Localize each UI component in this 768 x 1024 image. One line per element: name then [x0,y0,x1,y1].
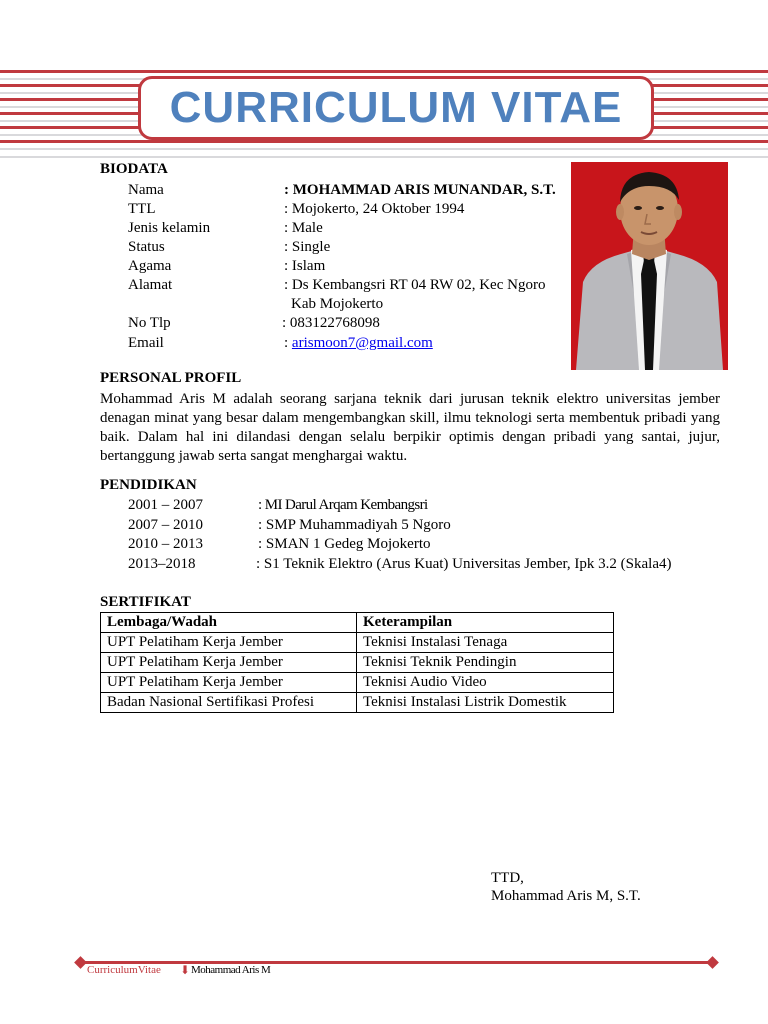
footer-line [80,961,712,964]
signature-ttd: TTD, [491,870,524,886]
sertifikat-table [100,612,614,713]
table-cell: UPT Pelatiham Kerja Jember [101,653,357,673]
table-cell: Teknisi Instalasi Listrik Domestik [357,693,614,713]
table-header-cell: Keterampilan [357,613,614,633]
biodata-label: Jenis kelamin [128,220,211,236]
table-cell: Teknisi Teknik Pendingin [357,653,614,673]
education-years: 2010 – 2013 [128,536,203,552]
biodata-label: No Tlp [128,315,171,331]
education-years: 2001 – 2007 [128,497,203,513]
biodata-label: Agama [128,258,172,274]
table-header-cell: Lembaga/Wadah [101,613,357,633]
footer-right-text: Mohammad Aris M [191,964,271,976]
biodata-label: TTL [128,201,156,217]
biodata-value: : Ds Kembangsri RT 04 RW 02, Kec Ngoro [284,277,546,293]
biodata-value: : 083122768098 [282,315,380,331]
pendidikan-heading: PENDIDIKAN [100,477,197,493]
profile-photo [571,162,728,370]
table-row [101,633,614,653]
profil-paragraph: Mohammad Aris M adalah seorang sarjana teknik dari jurusan teknik elektro universitas jember denagan minat yang besar dalam mengembangkan skill, ilmu teknologi serta membentuk pribadi yang baik. Dalam hal ini dilandasi dengan selalu berpikir optimis dengan pribadi yang santai, jujur, bertanggung jawab serta sangat menghargai waktu. [100,391,720,464]
table-row [101,693,614,713]
biodata-label: Alamat [128,277,173,293]
table-cell: UPT Pelatiham Kerja Jember [101,633,357,653]
biodata-label: Status [128,239,165,255]
education-years: 2007 – 2010 [128,517,203,533]
footer-diamond-right [706,956,719,969]
education-school: : S1 Teknik Elektro (Arus Kuat) Universitas Jember, Ipk 3.2 (Skala4) [256,556,672,572]
education-school: : MI Darul Arqam Kembangsri [258,497,428,513]
biodata-label: Nama [128,182,164,198]
profil-heading: PERSONAL PROFIL [100,370,242,386]
biodata-heading: BIODATA [100,161,168,177]
table-cell: UPT Pelatiham Kerja Jember [101,673,357,693]
education-school: : SMP Muhammadiyah 5 Ngoro [258,517,451,533]
arrow-down-icon: ⬇ [180,963,191,977]
email-label: Email [128,335,164,351]
title-box [138,76,654,140]
signature-name: Mohammad Aris M, S.T. [491,888,641,904]
biodata-value: : Male [284,220,323,236]
sertifikat-heading: SERTIFIKAT [100,594,191,610]
biodata-value: : Single [284,239,331,255]
email-colon: : [284,335,292,351]
table-cell: Badan Nasional Sertifikasi Profesi [101,693,357,713]
biodata-value: : Islam [284,258,326,274]
profile-photo-image [571,162,728,370]
email-link[interactable]: arismoon7@gmail.com [291,335,433,351]
biodata-value: Kab Mojokerto [291,296,384,312]
biodata-value: : MOHAMMAD ARIS MUNANDAR, S.T. [284,182,556,198]
table-header-row [101,613,614,633]
table-cell: Teknisi Audio Video [357,673,614,693]
biodata-value: : Mojokerto, 24 Oktober 1994 [284,201,465,217]
table-row [101,673,614,693]
footer-diamond-left [74,956,87,969]
page-title: CURRICULUM VITAE [169,83,623,132]
education-school: : SMAN 1 Gedeg Mojokerto [258,536,431,552]
footer-left-text: CurriculumVitae [87,964,161,976]
table-cell: Teknisi Instalasi Tenaga [357,633,614,653]
education-years: 2013–2018 [128,556,196,572]
table-row [101,653,614,673]
